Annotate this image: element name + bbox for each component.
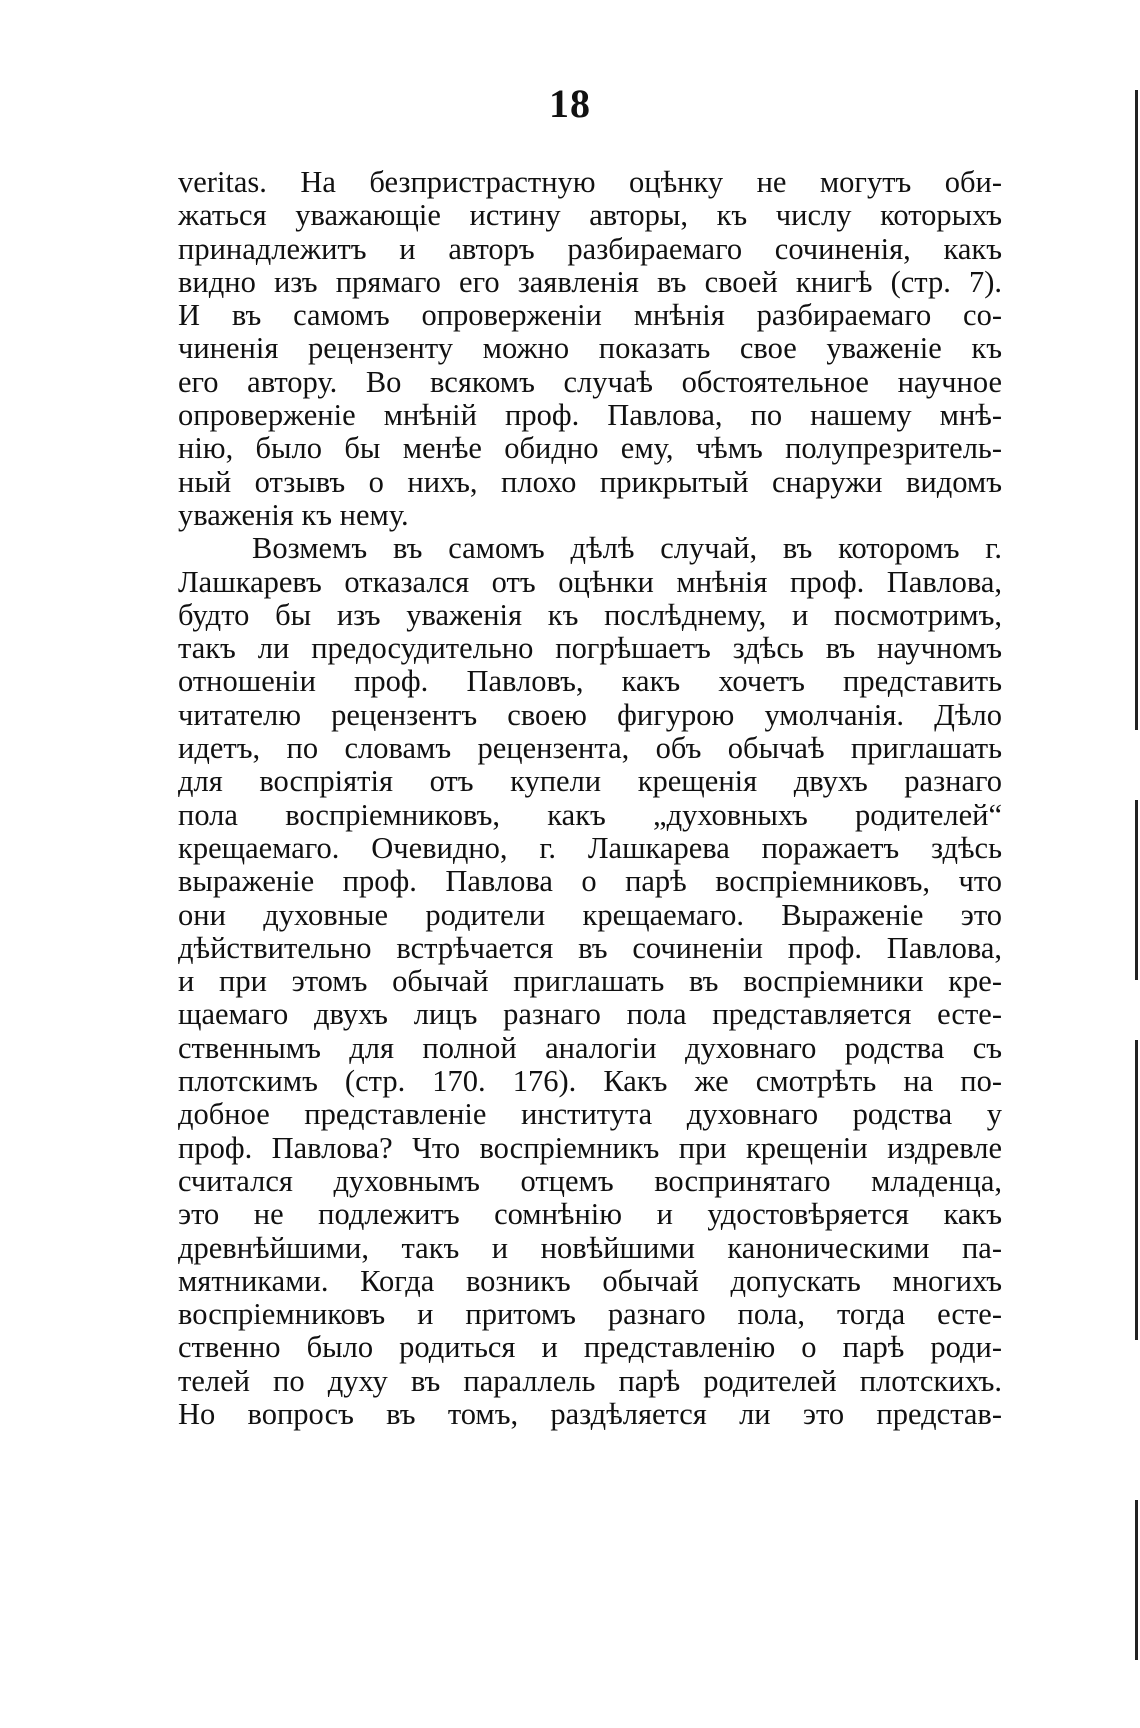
text-line: чиненія рецензенту можно показать свое уваженіе къ xyxy=(178,331,1002,366)
text-line: это не подлежитъ сомнѣнію и удостовѣряется какъ xyxy=(178,1197,1002,1232)
scan-edge-mark xyxy=(1135,1500,1138,1660)
text-line: и при этомъ обычай приглашать въ воспріемники кре- xyxy=(178,964,1002,999)
text-line: отношеніи проф. Павловъ, какъ хочетъ представить xyxy=(178,664,1002,699)
text-line: видно изъ прямаго его заявленія въ своей книгѣ (стр. 7). xyxy=(178,264,1002,299)
body-text xyxy=(178,166,1002,1431)
text-line: И въ самомъ опроверженіи мнѣнія разбираемаго со- xyxy=(178,298,1002,333)
text-line: ственно было родиться и представленію о парѣ роди- xyxy=(178,1330,1002,1365)
text-line: ный отзывъ о нихъ, плохо прикрытый снаружи видомъ xyxy=(178,464,1002,499)
text-line: уваженія къ нему. xyxy=(178,497,409,532)
text-line: ственнымъ для полной аналогіи духовнаго родства съ xyxy=(178,1030,1002,1065)
text-line: щаемаго двухъ лицъ разнаго пола представляется есте- xyxy=(178,997,1002,1032)
text-line: идетъ, по словамъ рецензента, объ обычаѣ приглашать xyxy=(178,731,1002,766)
text-line: такъ ли предосудительно погрѣшаетъ здѣсь въ научномъ xyxy=(178,631,1002,666)
scan-edge xyxy=(1132,0,1140,1728)
text-line: Лашкаревъ отказался отъ оцѣнки мнѣнія проф. Павлова, xyxy=(178,564,1002,599)
scan-edge-mark xyxy=(1135,800,1138,980)
text-line: плотскимъ (стр. 170. 176). Какъ же смотрѣть на по- xyxy=(178,1064,1002,1099)
scan-edge-mark xyxy=(1135,1040,1138,1340)
text-line: читателю рецензентъ своею фигурою умолчанія. Дѣло xyxy=(178,697,1002,732)
page-number: 18 xyxy=(549,81,591,126)
text-line: проф. Павлова? Что воспріемникъ при крещеніи издревле xyxy=(178,1130,1002,1165)
text-line: его автору. Во всякомъ случаѣ обстоятельное научное xyxy=(178,364,1002,399)
text-line: принадлежитъ и авторъ разбираемаго сочиненія, какъ xyxy=(178,231,1002,266)
text-line: добное представленіе института духовнаго родства у xyxy=(178,1097,1002,1132)
text-line: опроверженіе мнѣній проф. Павлова, по нашему мнѣ- xyxy=(178,398,1002,433)
text-line: воспріемниковъ и притомъ разнаго пола, тогда есте- xyxy=(178,1297,1002,1332)
text-line: телей по духу въ параллель парѣ родителей плотскихъ. xyxy=(178,1363,1002,1398)
text-line: нію, было бы менѣе обидно ему, чѣмъ полупрезритель- xyxy=(178,431,1002,466)
text-line: жаться уважающіе истину авторы, къ числу которыхъ xyxy=(178,198,1002,233)
text-line: будто бы изъ уваженія къ послѣднему, и посмотримъ, xyxy=(178,597,1002,632)
paragraph xyxy=(178,166,1002,532)
scan-edge-mark xyxy=(1135,90,1138,730)
paragraph xyxy=(178,532,1002,1431)
text-line: выраженіе проф. Павлова о парѣ воспріемниковъ, что xyxy=(178,864,1002,899)
text-line: veritas. На безпристрастную оцѣнку не могутъ оби- xyxy=(178,165,1002,199)
text-line: древнѣйшими, такъ и новѣйшими каноническими па- xyxy=(178,1230,1002,1265)
text-line: Но вопросъ въ томъ, раздѣляется ли это представ- xyxy=(178,1396,1002,1431)
text-line: они духовные родители крещаемаго. Выраженіе это xyxy=(178,897,1002,932)
text-line: считался духовнымъ отцемъ воспринятаго младенца, xyxy=(178,1163,1002,1198)
text-line: пола воспріемниковъ, какъ „духовныхъ родителей“ xyxy=(178,797,1002,832)
text-line: дѣйствительно встрѣчается въ сочиненіи проф. Павлова, xyxy=(178,930,1002,965)
text-line: Возмемъ въ самомъ дѣлѣ случай, въ которомъ г. xyxy=(252,531,1002,566)
text-line: мятниками. Когда возникъ обычай допускать многихъ xyxy=(178,1263,1002,1298)
text-line: для воспріятія отъ купели крещенія двухъ разнаго xyxy=(178,764,1002,799)
text-line: крещаемаго. Очевидно, г. Лашкарева поражаетъ здѣсь xyxy=(178,830,1002,865)
